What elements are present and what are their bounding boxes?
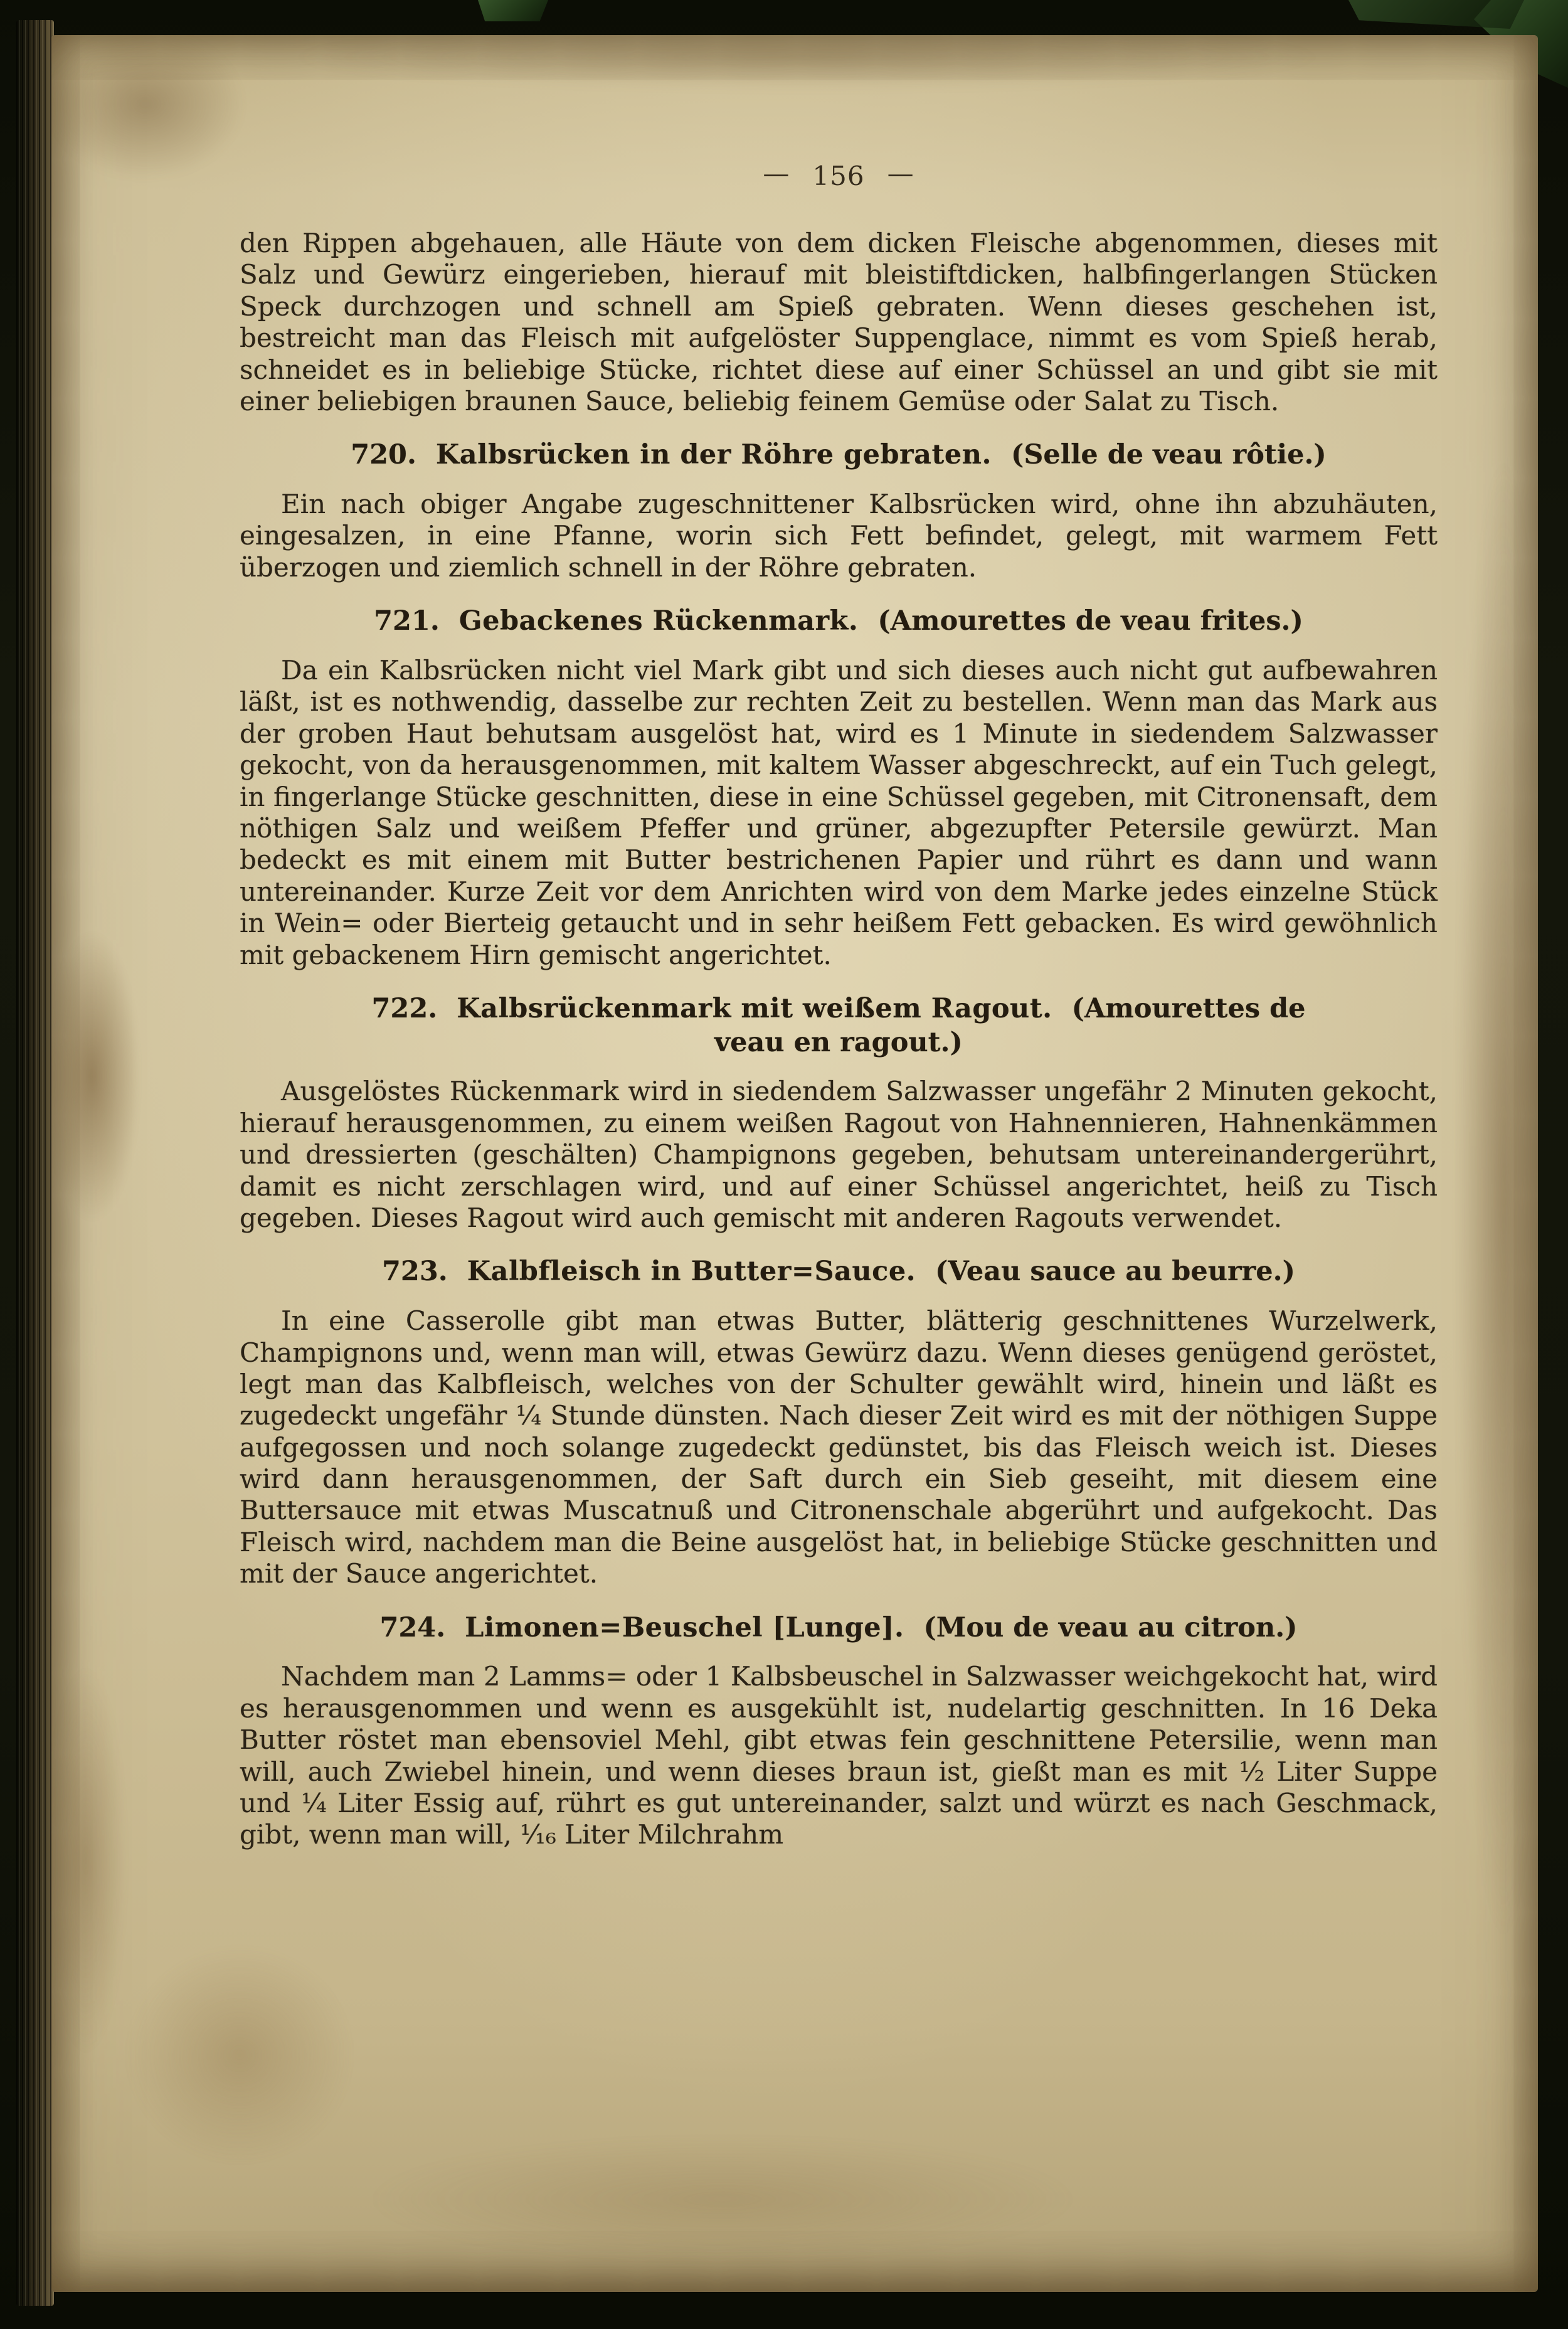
recipe-title-french: (Amourettes de veau frites.) [877, 605, 1303, 637]
recipe-723-paragraph: In eine Casserolle gibt man etwas Butter, blätterig geschnittenes Wurzelwerk, Champignons und, wenn man will, etwas Gewürz dazu. Wenn dieses genügend geröstet, legt man das Kalbfleisch, welches von der Schulter gewählt wird, hinein und läßt es zugedeckt ungefähr ¹⁄₄ Stunde dünsten. Nach dieser Zeit wird es mit der nöthigen Suppe aufgegossen und noch solange zugedeckt gedünstet, bis das Fleisch weich ist. Dieses wird dann herausgenommen, der Saft durch ein Sieb geseiht, mit diesem eine Buttersauce mit etwas Muscatnuß und Citronenschale abgerührt und aufgekocht. Das Fleisch wird, nachdem man die Beine ausgelöst hat, in beliebige Stücke geschnitten und mit der Sauce angerichtet. [240, 1305, 1438, 1589]
recipe-724-paragraph: Nachdem man 2 Lamms= oder 1 Kalbsbeuschel in Salzwasser weichgekocht hat, wird es herausgenommen und wenn es ausgekühlt ist, nudelartig geschnitten. In 16 Deka Butter röstet man ebensoviel Mehl, gibt etwas fein geschnittene Petersilie, wenn man will, auch Zwiebel hinein, und wenn dieses braun ist, gießt man es mit ¹⁄₂ Liter Suppe und ¹⁄₄ Liter Essig auf, rührt es gut untereinander, salzt und würzt es nach Geschmack, gibt, wenn man will, ¹⁄₁₆ Liter Milchrahm [240, 1661, 1438, 1850]
book-cover-fragment [1348, 0, 1524, 29]
recipe-title-german: Kalbfleisch in Butter=Sauce. [467, 1256, 916, 1288]
recipe-number: 722. [371, 992, 438, 1024]
paper-stain [51, 1603, 139, 2118]
paper-stain [83, 1904, 396, 2205]
recipe-722-paragraph: Ausgelöstes Rückenmark wird in siedendem Salzwasser ungefähr 2 Minuten gekocht, hierauf herausgenommen, zu einem weißen Ragout von Hahnennieren, Hahnenkämmen und dressierten (geschälten) Champignons gegeben, behutsam untereinandergerührt, damit es nicht zerschlagen wird, und auf einer Schüssel angerichtet, heiß zu Tisch gegeben. Dieses Ragout wird auch gemischt mit anderen Ragouts verwendet. [240, 1076, 1438, 1233]
recipe-title-german: Kalbsrückenmark mit weißem Ragout. [457, 992, 1052, 1024]
recipe-title-german: Kalbsrücken in der Röhre gebraten. [435, 439, 992, 471]
page-number-dash: — [763, 158, 790, 189]
paragraph-continuation: den Rippen abgehauen, alle Häute von dem dicken Fleische abgenommen, dieses mit Salz und Gewürz eingerieben, hierauf mit bleistiftdicken, halbfingerlangen Stücken Speck durchzogen und schnell am Spieß gebraten. Wenn dieses geschehen ist, bestreicht man das Fleisch mit aufgelöster Suppenglace, nimmt es vom Spieß herab, schneidet es in beliebige Stücke, richtet diese auf einer Schüssel an und gibt sie mit einer beliebigen braunen Sauce, beliebig feinem Gemüse oder Salat zu Tisch. [240, 228, 1438, 416]
recipe-heading-724 [337, 1611, 1340, 1645]
book-page [51, 35, 1538, 2292]
page-number [240, 158, 1438, 191]
recipe-title-french: (Selle de veau rôtie.) [1010, 439, 1327, 471]
paper-stain [1444, 273, 1538, 2124]
page-content [240, 158, 1438, 1851]
recipe-721-paragraph: Da ein Kalbsrücken nicht viel Mark gibt und sich dieses auch nicht gut aufbewahren läßt, ist es nothwendig, dasselbe zur rechten Zeit zu bestellen. Wenn man das Mark aus der groben Haut behutsam ausgelöst hat, wird es 1 Minute in siedendem Salzwasser gekocht, von da herausgenommen, mit kaltem Wasser abgeschreckt, auf ein Tuch gelegt, in fingerlange Stücke geschnitten, diese in eine Schüssel gegeben, mit Citronensaft, dem nöthigen Salz und weißem Pfeffer und grüner, abgezupfter Petersile gewürzt. Man bedeckt es mit einem mit Butter bestrichenen Papier und rührt es dann und wann untereinander. Kurze Zeit vor dem Anrichten wird von dem Marke jedes einzelne Stück in Wein= oder Bierteig getaucht und in sehr heißem Fett gebacken. Es wird gewöhnlich mit gebackenem Hirn gemischt angerichtet. [240, 655, 1438, 970]
page-stack-edge [16, 20, 54, 2306]
recipe-heading-722 [337, 992, 1340, 1060]
book-cover-fragment [478, 0, 548, 21]
recipe-number: 723. [382, 1256, 448, 1288]
page-number-dash: — [887, 158, 914, 189]
page-number-value: 156 [812, 161, 865, 191]
paper-stain [51, 876, 158, 1277]
recipe-title-french: (Mou de veau au citron.) [923, 1611, 1298, 1643]
recipe-720-paragraph: Ein nach obiger Angabe zugeschnittener Kalbsrücken wird, ohne ihn abzuhäuten, eingesalzen, in eine Pfanne, worin sich Fett befindet, gelegt, mit warmem Fett überzogen und ziemlich schnell in der Röhre gebraten. [240, 489, 1438, 583]
recipe-title-german: Limonen=Beuschel [Lunge]. [465, 1611, 904, 1643]
recipe-heading-721 [337, 605, 1340, 639]
paper-stain [252, 2118, 1193, 2281]
recipe-heading-723 [337, 1255, 1340, 1289]
recipe-title-french: (Amourettes de veau en ragout.) [714, 992, 1306, 1058]
recipe-number: 724. [379, 1611, 446, 1643]
recipe-number: 720. [351, 439, 416, 471]
recipe-title-french: (Veau sauce au beurre.) [935, 1256, 1295, 1288]
paper-stain [164, 35, 1450, 98]
recipe-number: 721. [374, 605, 440, 637]
recipe-title-german: Gebackenes Rückenmark. [458, 605, 859, 637]
recipe-heading-720 [337, 438, 1340, 472]
